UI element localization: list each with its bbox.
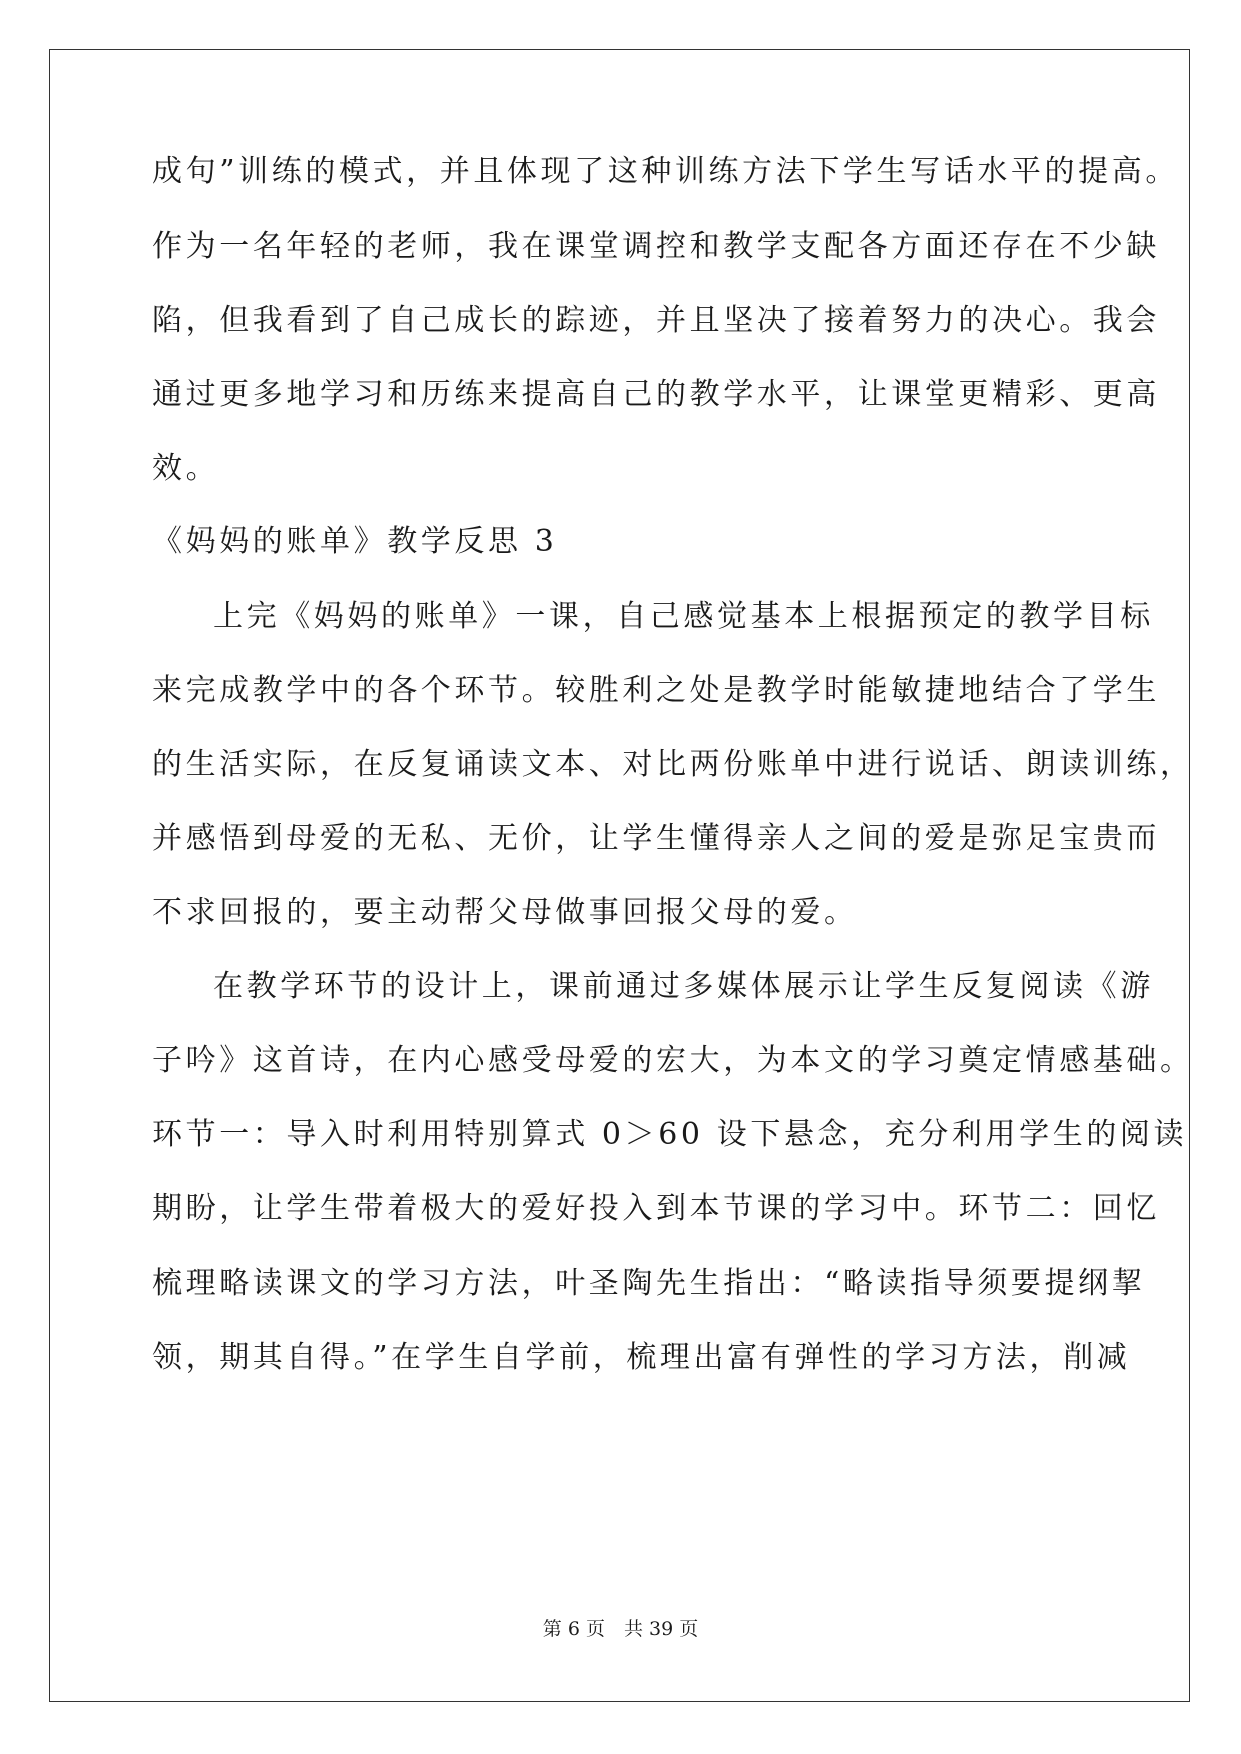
page-footer: [0, 1617, 1241, 1641]
paragraph-line: 成句”训练的模式，并且体现了这种训练方法下学生写话水平的提高。: [152, 154, 1179, 189]
paragraph-line: 子吟》这首诗，在内心感受母爱的宏大，为本文的学习奠定情感基础。: [152, 1043, 1194, 1078]
paragraph-line: 上完《妈妈的账单》一课，自己感觉基本上根据预定的教学目标: [213, 599, 1154, 634]
paragraph-line: 在教学环节的设计上，课前通过多媒体展示让学生反复阅读《游: [213, 969, 1154, 1004]
paragraph-line: 领，期其自得。”在学生自学前，梳理出富有弹性的学习方法，削减: [152, 1340, 1131, 1375]
paragraph-line: 环节一：导入时利用特别算式 0＞60 设下悬念，充分利用学生的阅读: [152, 1117, 1188, 1152]
paragraph-line: 并感悟到母爱的无私、无价，让学生懂得亲人之间的爱是弥足宝贵而: [152, 821, 1160, 856]
paragraph-line: 梳理略读课文的学习方法，叶圣陶先生指出：“略读指导须要提纲挈: [152, 1266, 1146, 1301]
page-number-label: 第 6 页 共 39 页: [542, 1618, 699, 1640]
paragraph-line: 的生活实际，在反复诵读文本、对比两份账单中进行说话、朗读训练，: [152, 747, 1194, 782]
paragraph-line: 作为一名年轻的老师，我在课堂调控和教学支配各方面还存在不少缺: [152, 229, 1160, 264]
paragraph-line: 来完成教学中的各个环节。较胜利之处是教学时能敏捷地结合了学生: [152, 673, 1160, 708]
paragraph-line: 效。: [152, 451, 220, 486]
paragraph-line: 期盼，让学生带着极大的爱好投入到本节课的学习中。环节二：回忆: [152, 1191, 1160, 1226]
paragraph-line: 不求回报的，要主动帮父母做事回报父母的爱。: [152, 895, 858, 930]
paragraph-line: 通过更多地学习和历练来提高自己的教学水平，让课堂更精彩、更高: [152, 377, 1160, 412]
section-heading: 《妈妈的账单》教学反思 3: [152, 524, 558, 559]
page-border: [49, 49, 1190, 1702]
paragraph-line: 陷，但我看到了自己成长的踪迹，并且坚决了接着努力的决心。我会: [152, 303, 1160, 338]
